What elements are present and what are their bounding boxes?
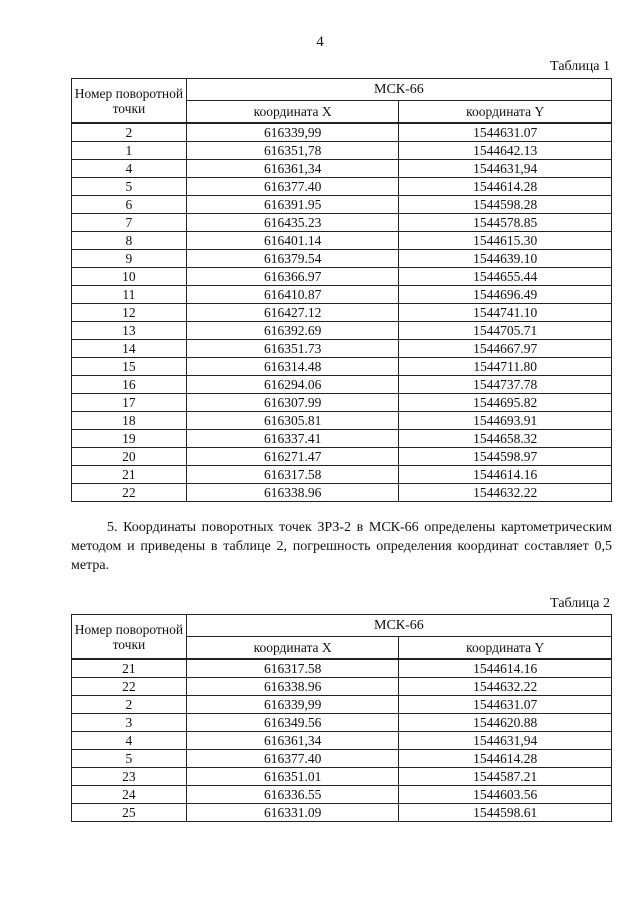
cell-coordinate-y: 1544737.78: [399, 376, 612, 394]
cell-coordinate-x: 616351,78: [186, 142, 399, 160]
table-1-caption: Таблица 1: [550, 59, 610, 74]
cell-coordinate-y: 1544705.71: [399, 322, 612, 340]
cell-coordinate-y: 1544639.10: [399, 250, 612, 268]
table-row: [72, 214, 612, 232]
cell-coordinate-x: 616305.81: [186, 412, 399, 430]
cell-point-number: 23: [72, 768, 187, 786]
cell-coordinate-x: 616338.96: [186, 484, 399, 502]
table-row: [72, 286, 612, 304]
table-row: [72, 376, 612, 394]
cell-coordinate-x: 616351.73: [186, 340, 399, 358]
cell-point-number: 20: [72, 448, 187, 466]
header-coordinate-x: координата X: [186, 101, 399, 124]
cell-coordinate-y: 1544655.44: [399, 268, 612, 286]
cell-coordinate-y: 1544614.28: [399, 750, 612, 768]
cell-point-number: 4: [72, 732, 187, 750]
cell-point-number: 13: [72, 322, 187, 340]
cell-coordinate-x: 616401.14: [186, 232, 399, 250]
cell-coordinate-y: 1544711.80: [399, 358, 612, 376]
cell-point-number: 25: [72, 804, 187, 822]
cell-point-number: 2: [72, 123, 187, 142]
cell-point-number: 1: [72, 142, 187, 160]
cell-coordinate-x: 616336.55: [186, 786, 399, 804]
cell-coordinate-x: 616410.87: [186, 286, 399, 304]
table-row: [72, 484, 612, 502]
cell-coordinate-x: 616427.12: [186, 304, 399, 322]
cell-coordinate-x: 616338.96: [186, 678, 399, 696]
cell-coordinate-y: 1544631.07: [399, 696, 612, 714]
table-row: [72, 732, 612, 750]
cell-coordinate-x: 616361,34: [186, 732, 399, 750]
table-2-caption: Таблица 2: [550, 596, 610, 611]
cell-coordinate-x: 616392.69: [186, 322, 399, 340]
cell-coordinate-y: 1544603.56: [399, 786, 612, 804]
page-number: 4: [316, 34, 324, 50]
table-row: [72, 304, 612, 322]
table-row: [72, 430, 612, 448]
cell-coordinate-y: 1544695.82: [399, 394, 612, 412]
cell-coordinate-x: 616307.99: [186, 394, 399, 412]
header-coordinate-y: координата Y: [399, 637, 612, 660]
table-row: [72, 358, 612, 376]
cell-coordinate-x: 616377.40: [186, 178, 399, 196]
cell-coordinate-x: 616391.95: [186, 196, 399, 214]
cell-coordinate-y: 1544741.10: [399, 304, 612, 322]
cell-point-number: 5: [72, 178, 187, 196]
table-row: [72, 340, 612, 358]
cell-coordinate-y: 1544632.22: [399, 678, 612, 696]
cell-coordinate-x: 616379.54: [186, 250, 399, 268]
cell-coordinate-x: 616339,99: [186, 696, 399, 714]
cell-point-number: 4: [72, 160, 187, 178]
coordinates-table-1: [71, 78, 612, 502]
table-row: [72, 678, 612, 696]
cell-point-number: 12: [72, 304, 187, 322]
cell-coordinate-x: 616337.41: [186, 430, 399, 448]
cell-coordinate-x: 616377.40: [186, 750, 399, 768]
cell-point-number: 22: [72, 678, 187, 696]
table-row: [72, 142, 612, 160]
table-row: [72, 250, 612, 268]
cell-point-number: 14: [72, 340, 187, 358]
cell-point-number: 21: [72, 659, 187, 678]
cell-coordinate-x: 616317.58: [186, 466, 399, 484]
cell-coordinate-x: 616349.56: [186, 714, 399, 732]
cell-coordinate-y: 1544615.30: [399, 232, 612, 250]
cell-point-number: 18: [72, 412, 187, 430]
header-coordinate-y: координата Y: [399, 101, 612, 124]
cell-coordinate-y: 1544632.22: [399, 484, 612, 502]
table-row: [72, 714, 612, 732]
table-row: [72, 466, 612, 484]
table-row: [72, 786, 612, 804]
cell-coordinate-y: 1544696.49: [399, 286, 612, 304]
cell-coordinate-x: 616331.09: [186, 804, 399, 822]
header-coordinate-x: координата X: [186, 637, 399, 660]
cell-point-number: 21: [72, 466, 187, 484]
cell-coordinate-x: 616361,34: [186, 160, 399, 178]
paragraph-5: 5. Координаты поворотных точек ЗРЗ-2 в МСК-66 определены картометрическим методом и приведены в таблице 2, погрешность определения координат составляет 0,5 метра.: [71, 520, 612, 573]
table-row: [72, 804, 612, 822]
cell-coordinate-x: 616339,99: [186, 123, 399, 142]
table-row: [72, 412, 612, 430]
cell-coordinate-y: 1544598.28: [399, 196, 612, 214]
cell-point-number: 24: [72, 786, 187, 804]
table-row: [72, 232, 612, 250]
cell-coordinate-y: 1544598.97: [399, 448, 612, 466]
cell-point-number: 5: [72, 750, 187, 768]
table-row: [72, 448, 612, 466]
header-coordinate-system: МСК-66: [186, 615, 611, 637]
table-row: [72, 178, 612, 196]
cell-point-number: 11: [72, 286, 187, 304]
cell-coordinate-y: 1544587.21: [399, 768, 612, 786]
cell-coordinate-y: 1544658.32: [399, 430, 612, 448]
table-row: [72, 696, 612, 714]
cell-point-number: 19: [72, 430, 187, 448]
header-coordinate-system: МСК-66: [186, 79, 611, 101]
cell-coordinate-x: 616317.58: [186, 659, 399, 678]
cell-coordinate-y: 1544693.91: [399, 412, 612, 430]
coordinates-table-2: [71, 614, 612, 822]
cell-coordinate-y: 1544614.16: [399, 659, 612, 678]
header-point-number: Номер поворотной точки: [72, 79, 187, 124]
cell-coordinate-y: 1544631.07: [399, 123, 612, 142]
cell-coordinate-y: 1544598.61: [399, 804, 612, 822]
cell-coordinate-x: 616271.47: [186, 448, 399, 466]
table-row: [72, 196, 612, 214]
table-row: [72, 659, 612, 678]
cell-point-number: 2: [72, 696, 187, 714]
cell-coordinate-y: 1544631,94: [399, 732, 612, 750]
cell-coordinate-y: 1544614.16: [399, 466, 612, 484]
cell-coordinate-x: 616294.06: [186, 376, 399, 394]
cell-point-number: 22: [72, 484, 187, 502]
table-row: [72, 768, 612, 786]
cell-point-number: 10: [72, 268, 187, 286]
cell-coordinate-x: 616366.97: [186, 268, 399, 286]
cell-coordinate-y: 1544631,94: [399, 160, 612, 178]
cell-coordinate-y: 1544578.85: [399, 214, 612, 232]
cell-coordinate-y: 1544620.88: [399, 714, 612, 732]
table-row: [72, 394, 612, 412]
table-row: [72, 750, 612, 768]
cell-coordinate-y: 1544667.97: [399, 340, 612, 358]
cell-point-number: 15: [72, 358, 187, 376]
cell-point-number: 16: [72, 376, 187, 394]
cell-coordinate-x: 616435.23: [186, 214, 399, 232]
table-row: [72, 268, 612, 286]
cell-point-number: 9: [72, 250, 187, 268]
cell-coordinate-y: 1544614.28: [399, 178, 612, 196]
cell-point-number: 8: [72, 232, 187, 250]
cell-point-number: 7: [72, 214, 187, 232]
cell-point-number: 3: [72, 714, 187, 732]
cell-point-number: 6: [72, 196, 187, 214]
table-row: [72, 160, 612, 178]
table-row: [72, 322, 612, 340]
cell-coordinate-x: 616351.01: [186, 768, 399, 786]
cell-coordinate-y: 1544642.13: [399, 142, 612, 160]
cell-coordinate-x: 616314.48: [186, 358, 399, 376]
table-row: [72, 123, 612, 142]
cell-point-number: 17: [72, 394, 187, 412]
header-point-number: Номер поворотной точки: [72, 615, 187, 660]
